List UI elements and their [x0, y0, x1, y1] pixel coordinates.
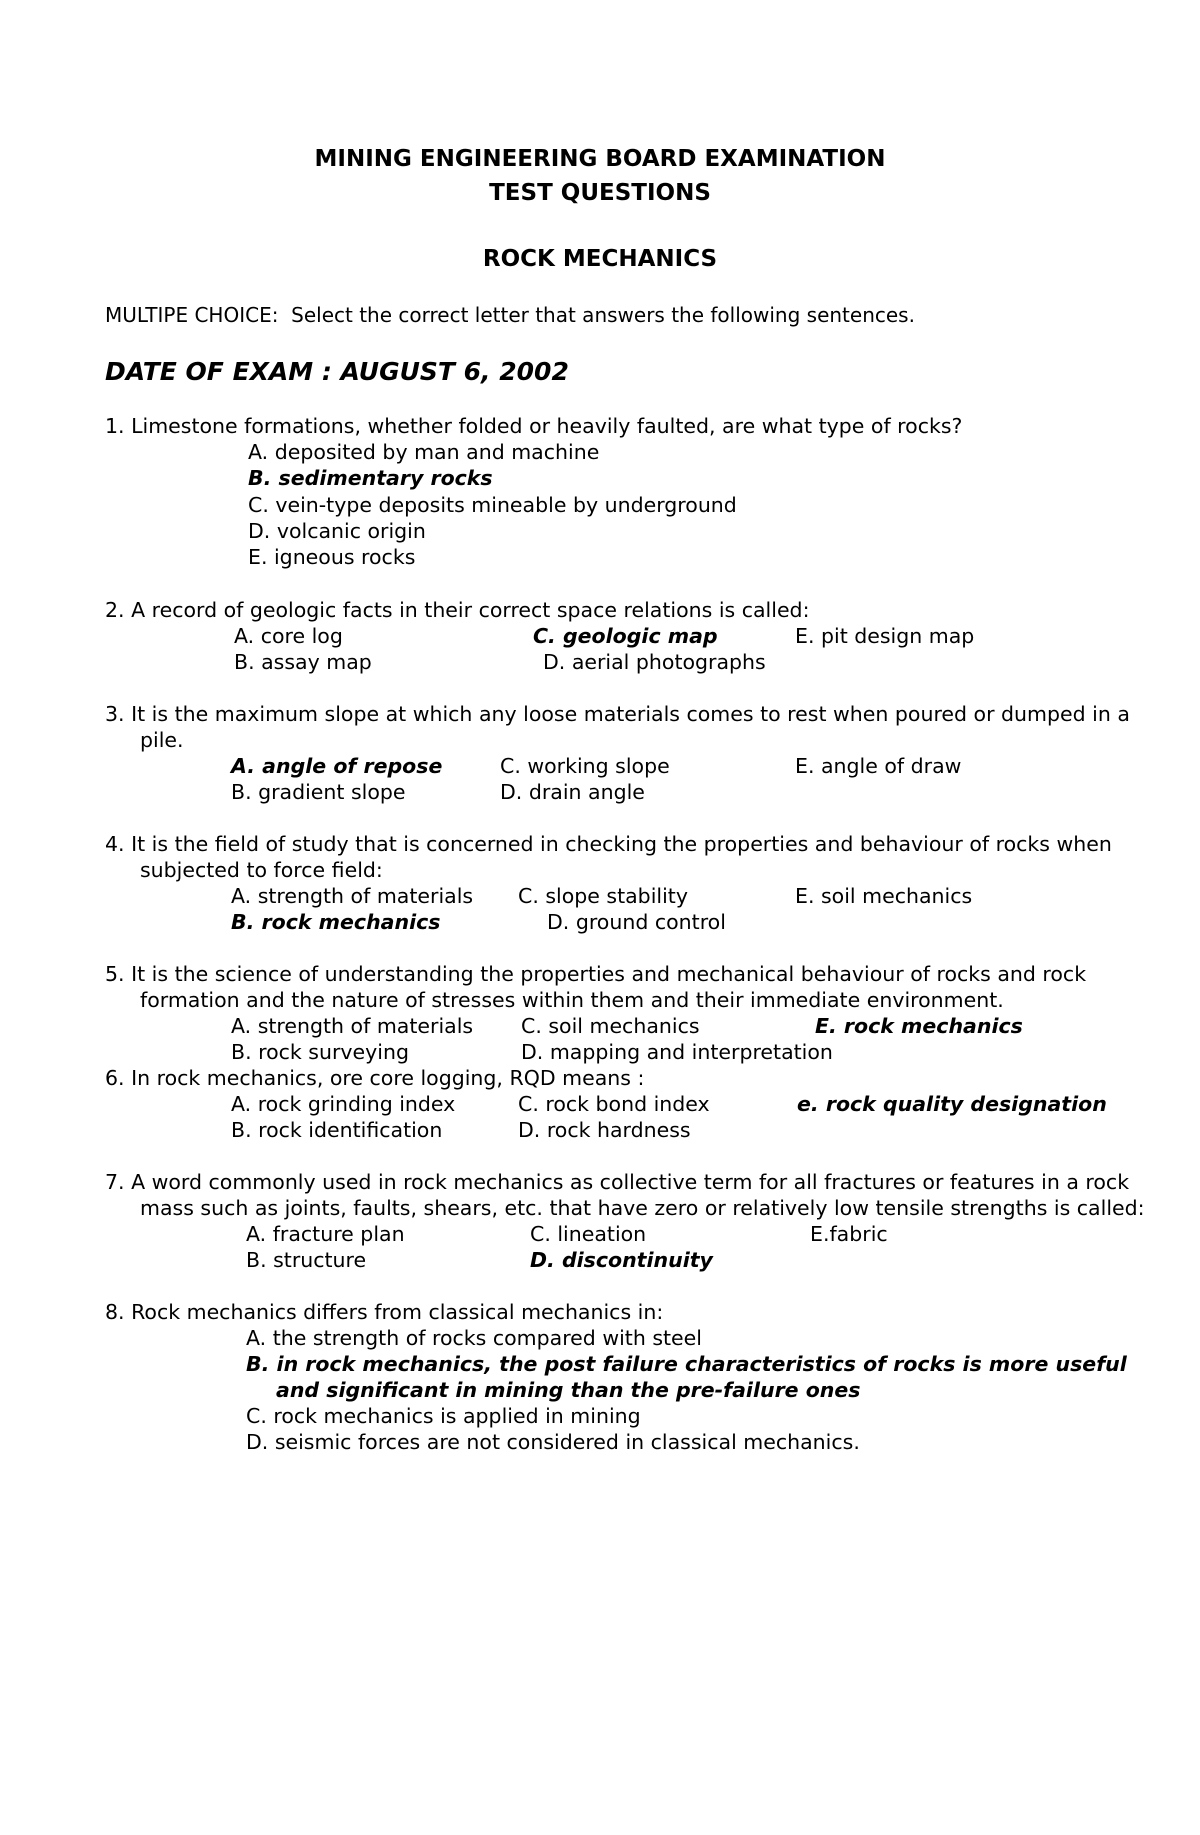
question-8-text: 8. Rock mechanics differs from classical mechanics in:	[105, 1300, 664, 1324]
question-5-option-a: A. strength of materials	[231, 1014, 474, 1038]
question-2-option-d: D. aerial photographs	[543, 650, 766, 674]
question-4-option-e: E. soil mechanics	[795, 884, 973, 908]
question-5-option-b: B. rock surveying	[231, 1040, 409, 1064]
question-5-option-c: C. soil mechanics	[521, 1014, 700, 1038]
question-2-option-e: E. pit design map	[795, 624, 975, 648]
question-2-option-b: B. assay map	[234, 650, 372, 674]
question-8-option-a: A. the strength of rocks compared with steel	[246, 1326, 702, 1350]
question-7-option-c: C. lineation	[530, 1222, 647, 1246]
question-4-option-d: D. ground control	[547, 910, 726, 934]
question-7-answer: D. discontinuity	[530, 1248, 713, 1272]
question-5-option-d: D. mapping and interpretation	[521, 1040, 833, 1064]
question-3-option-d: D. drain angle	[500, 780, 645, 804]
question-2-answer: C. geologic map	[533, 624, 718, 648]
question-8-option-d: D. seismic forces are not considered in classical mechanics.	[246, 1430, 860, 1454]
question-6-option-a: A. rock grinding index	[231, 1092, 456, 1116]
question-3-option-b: B. gradient slope	[231, 780, 406, 804]
question-7-text: 7. A word commonly used in rock mechanics as collective term for all fractures or features in a rock	[105, 1170, 1130, 1194]
exam-subtitle: TEST QUESTIONS	[489, 180, 711, 206]
exam-date: DATE OF EXAM : AUGUST 6, 2002	[105, 357, 569, 386]
question-3-answer: A. angle of repose	[231, 754, 443, 778]
question-8-answer-cont: and significant in mining than the pre-failure ones	[276, 1378, 861, 1402]
question-5-text-cont: formation and the nature of stresses within them and their immediate environment.	[140, 988, 1004, 1012]
question-4-option-c: C. slope stability	[518, 884, 688, 908]
question-1-option-c: C. vein-type deposits mineable by underground	[248, 493, 737, 517]
question-1-answer: B. sedimentary rocks	[248, 466, 493, 490]
question-7-option-e: E.fabric	[810, 1222, 888, 1246]
question-4-answer: B. rock mechanics	[231, 910, 441, 934]
exam-title: MINING ENGINEERING BOARD EXAMINATION	[314, 146, 886, 172]
question-2-option-a: A. core log	[234, 624, 343, 648]
question-3-text: 3. It is the maximum slope at which any loose materials comes to rest when poured or dumped in a	[105, 702, 1130, 726]
question-7-option-b: B. structure	[246, 1248, 367, 1272]
question-1-text: 1. Limestone formations, whether folded or heavily faulted, are what type of rocks?	[105, 414, 963, 438]
question-2-text: 2. A record of geologic facts in their correct space relations is called:	[105, 598, 810, 622]
question-6-option-d: D. rock hardness	[518, 1118, 691, 1142]
question-6-option-b: B. rock identification	[231, 1118, 443, 1142]
question-6-option-c: C. rock bond index	[518, 1092, 710, 1116]
question-1-option-d: D. volcanic origin	[248, 519, 426, 543]
question-6-answer: e. rock quality designation	[797, 1092, 1107, 1116]
question-8-option-c: C. rock mechanics is applied in mining	[246, 1404, 641, 1428]
instructions	[105, 302, 915, 328]
question-4-text: 4. It is the field of study that is concerned in checking the properties and behaviour of rocks when	[105, 832, 1112, 856]
question-7-text-cont: mass such as joints, faults, shears, etc. that have zero or relatively low tensile strengths is called:	[140, 1196, 1145, 1220]
question-8-answer: B. in rock mechanics, the post failure characteristics of rocks is more useful	[246, 1352, 1127, 1376]
question-4-text-cont: subjected to force field:	[140, 858, 383, 882]
question-5-text: 5. It is the science of understanding the properties and mechanical behaviour of rocks and rock	[105, 962, 1087, 986]
subject-heading: ROCK MECHANICS	[482, 246, 718, 272]
instruction-label: MULTIPE CHOICE:	[105, 303, 279, 327]
question-3-option-e: E. angle of draw	[795, 754, 962, 778]
question-3-option-c: C. working slope	[500, 754, 670, 778]
question-4-option-a: A. strength of materials	[231, 884, 474, 908]
question-1-option-e: E. igneous rocks	[248, 545, 416, 569]
question-6-text: 6. In rock mechanics, ore core logging, RQD means :	[105, 1066, 645, 1090]
instruction-text: Select the correct letter that answers the following sentences.	[291, 303, 915, 327]
question-3-text-cont: pile.	[140, 728, 184, 752]
question-1-option-a: A. deposited by man and machine	[248, 440, 600, 464]
question-7-option-a: A. fracture plan	[246, 1222, 405, 1246]
question-5-answer: E. rock mechanics	[815, 1014, 1023, 1038]
